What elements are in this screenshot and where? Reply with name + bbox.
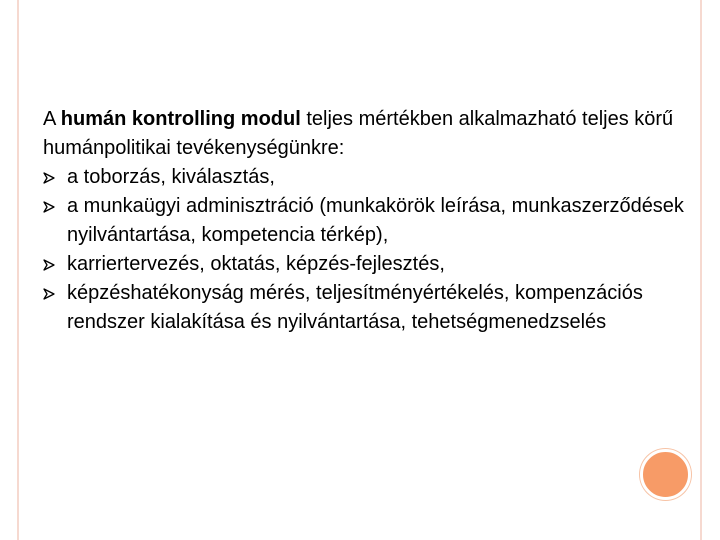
arrowhead-bullet-icon	[43, 201, 55, 213]
bullet-text: képzéshatékonyság mérés, teljesítményértékelés, kompenzációs rendszer kialakítása és nyilvántartása, tehetségmenedzselés	[67, 282, 643, 333]
slide-body	[43, 105, 693, 337]
bullet-item	[43, 279, 693, 337]
arrowhead-bullet-icon	[43, 288, 55, 300]
intro-prefix: A	[43, 108, 61, 130]
bullet-text: a munkaügyi adminisztráció (munkakörök leírása, munkaszerződések nyilvántartása, kompetencia térkép),	[67, 195, 684, 246]
intro-suffix: teljes mértékben alkalmazható teljes körű humánpolitikai tevékenységünkre:	[43, 108, 674, 159]
bullet-list	[43, 163, 693, 337]
intro-paragraph	[43, 105, 693, 163]
bullet-text: a toborzás, kiválasztás,	[67, 166, 275, 188]
bullet-item	[43, 250, 693, 279]
bullet-item	[43, 163, 693, 192]
arrowhead-bullet-icon	[43, 259, 55, 271]
bullet-item	[43, 192, 693, 250]
intro-bold-term: humán kontrolling modul	[60, 108, 301, 130]
bullet-text: karriertervezés, oktatás, képzés-fejlesztés,	[67, 253, 445, 275]
decorative-circle	[640, 449, 691, 500]
arrowhead-bullet-icon	[43, 172, 55, 184]
